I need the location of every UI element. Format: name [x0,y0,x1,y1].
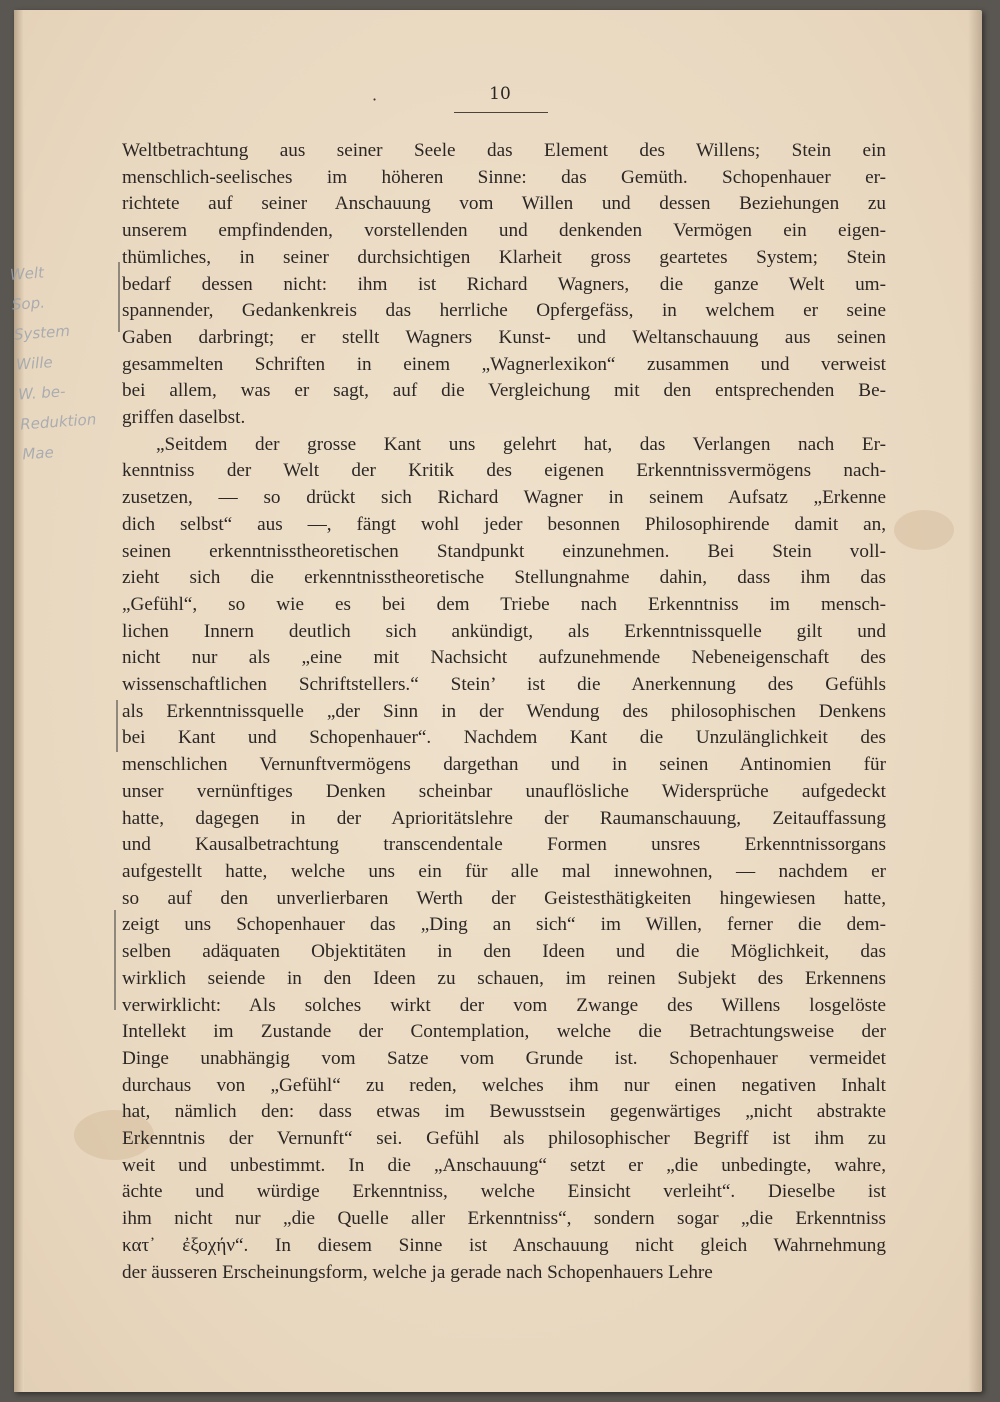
text-line: bei allem, was er sagt, auf die Vergleichung mit den entsprechenden Be- [122,380,886,402]
margin-note: Wille [15,353,54,374]
text-line: zieht sich die erkenntnisstheoretische Stellungnahme dahin, dass ihm das [122,567,886,589]
text-line: und Kausalbetrachtung transcendentale Formen unsres Erkenntnissorgans [122,834,886,856]
text-line: menschlichen Vernunftvermögens dargethan und in seinen Antinomien für [122,754,886,776]
margin-note: System [13,321,71,344]
text-line: Erkenntnis der Vernunft“ sei. Gefühl als philosophischer Begriff ist ihm zu [122,1128,886,1150]
text-line: thümliches, in seiner durchsichtigen Klarheit gross geartetes System; Stein [122,246,886,268]
text-line: „Gefühl“, so wie es bei dem Triebe nach Erkenntniss im mensch- [122,593,886,615]
text-line: unser vernünftiges Denken scheinbar unauflösliche Widersprüche aufgedeckt [122,780,886,802]
binding-edge [14,10,24,1392]
text-line: hatte, dagegen in der Aprioritätslehre der Raumanschauung, Zeitauffassung [122,807,886,829]
text-line: so auf den unverlierbaren Werth der Geistesthätigkeiten hingewiesen hatte, [122,887,886,909]
text-line: nicht nur als „eine mit Nachsicht aufzunehmende Nebeneigenschaft des [122,647,886,669]
text-line: verwirklicht: Als solches wirkt der vom Zwange des Willens losgelöste [122,994,886,1016]
margin-note: Welt [9,263,45,284]
page-number: 10 [489,84,511,104]
text-line: zeigt uns Schopenhauer das „Ding an sich“ im Willen, ferner die dem- [122,914,886,936]
margin-note: Sop. [11,293,46,314]
page-edge-shadow [968,10,982,1392]
text-line: Intellekt im Zustande der Contemplation, welche die Betrachtungsweise der [122,1021,886,1043]
text-line: durchaus von „Gefühl“ zu reden, welches ihm nur einen negativen Inhalt [122,1074,886,1096]
text-line: unserem empfindenden, vorstellenden und denkenden Vermögen ein eigen- [122,220,886,242]
text-line: bei Kant und Schopenhauer“. Nachdem Kant die Unzulänglichkeit des [122,727,886,749]
margin-note: Reduktion [19,410,97,434]
margin-handwritten-notes [9,253,127,470]
text-line: griffen daselbst. [122,407,246,429]
text-line: seinen erkenntnisstheoretischen Standpunkt einzunehmen. Bei Stein voll- [122,540,886,562]
text-line: hat, nämlich den: dass etwas im Bewusstsein gegenwärtiges „nicht abstrakte [122,1101,886,1123]
text-line: ächte und würdige Erkenntniss, welche Einsicht verleiht“. Dieselbe ist [122,1181,886,1203]
text-line: spannender, Gedankenkreis das herrliche Opfergefäss, in welchem er seine [122,300,886,322]
text-line: Dinge unabhängig vom Satze vom Grunde ist. Schopenhauer vermeidet [122,1047,886,1069]
margin-note: W. be- [17,382,67,404]
text-line: der äusseren Erscheinungsform, welche ja gerade nach Schopenhauers Lehre [122,1261,713,1283]
page-number-rule [454,112,548,113]
text-line: menschlich-seelisches im höheren Sinne: das Gemüth. Schopenhauer er- [122,166,886,188]
text-line: Weltbetrachtung aus seiner Seele das Element des Willens; Stein ein [122,140,886,161]
text-line: „Seitdem der grosse Kant uns gelehrt hat, das Verlangen nach Er- [156,433,886,455]
text-line: wissenschaftlichen Schriftstellers.“ Stein’ ist die Anerkennung des Gefühls [122,674,886,696]
pencil-margin-line [114,910,116,1010]
text-line: aufgestellt hatte, welche uns ein für alle mal innewohnen, — nachdem er [122,860,886,882]
text-line: gesammelten Schriften in einem „Wagnerlexikon“ zusammen und verweist [122,353,886,375]
text-line: bedarf dessen nicht: ihm ist Richard Wagners, die ganze Welt um- [122,273,886,295]
text-line: als Erkenntnissquelle „der Sinn in der Wendung des philosophischen Denkens [122,700,886,722]
text-line: Gaben darbringt; er stellt Wagners Kunst- und Weltanschauung aus seinen [122,326,886,348]
text-line: selben adäquaten Objektitäten in den Ideen und die Möglichkeit, das [122,941,886,963]
text-line: dich selbst“ aus —, fängt wohl jeder besonnen Philosophirende damit an, [122,513,886,535]
text-line: ihm nicht nur „die Quelle aller Erkenntniss“, sondern sogar „die Erkenntniss [122,1208,886,1230]
text-line: kenntniss der Welt der Kritik des eigenen Erkenntnissvermögens nach- [122,460,886,482]
text-line: wirklich seiende in den Ideen zu schauen, im reinen Subjekt des Erkennens [122,967,886,989]
text-line: weit und unbestimmt. In die „Anschauung“ setzt er „die unbedingte, wahre, [122,1154,886,1176]
paper-stain [894,510,954,550]
text-line: κατ᾽ ἐξοχήν“. In diesem Sinne ist Anschauung nicht gleich Wahrnehmung [122,1234,886,1256]
text-line: lichen Innern deutlich sich ankündigt, als Erkenntnissquelle gilt und [122,620,886,642]
ink-dot: · [372,90,378,109]
pencil-margin-line [116,700,118,752]
pencil-margin-line [118,262,120,332]
body-text [122,138,886,1286]
text-line: richtete auf seiner Anschauung vom Willen und dessen Beziehungen zu [122,193,886,215]
text-line: zusetzen, — so drückt sich Richard Wagner in seinem Aufsatz „Erkenne [122,487,886,509]
margin-note: Mae [21,443,55,464]
